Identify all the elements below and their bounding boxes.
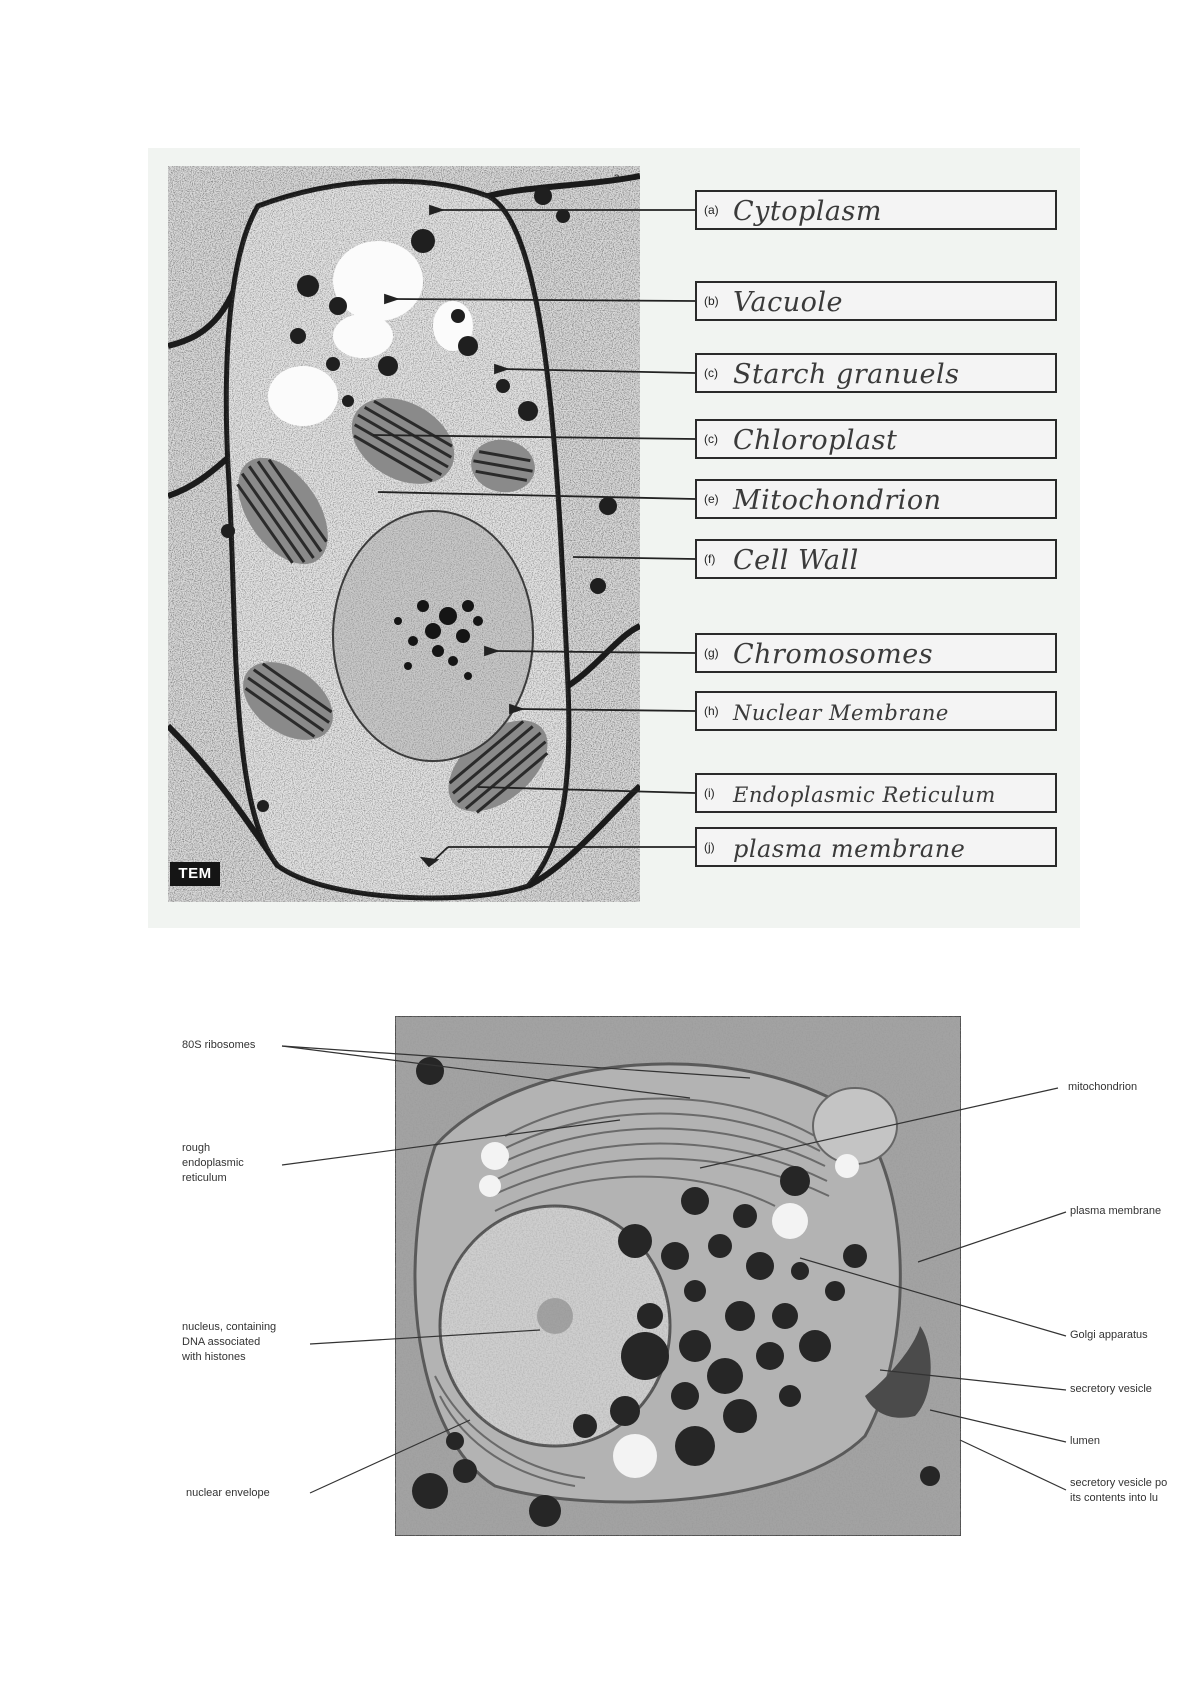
leader-line-f — [573, 557, 695, 559]
label-letter: (a) — [704, 203, 719, 217]
leader-line-c — [503, 369, 695, 373]
label-box-c[interactable] — [695, 353, 1057, 393]
leader-exocytosis — [960, 1440, 1066, 1490]
label-nucleus: nucleus, containing DNA associated with histones — [182, 1321, 277, 1363]
label-secretory-vesicle-exocytosis: secretory vesicle po its contents into lu — [1070, 1477, 1168, 1504]
label-box-d[interactable] — [695, 419, 1057, 459]
label-lumen: lumen — [1070, 1435, 1100, 1447]
label-box-j[interactable] — [695, 827, 1057, 867]
tem-badge: TEM — [170, 862, 220, 886]
label-answer: Cytoplasm — [733, 196, 882, 227]
leader-line-i — [478, 787, 695, 793]
leader-line-e — [378, 492, 695, 499]
label-80s-ribosomes: 80S ribosomes — [182, 1039, 256, 1051]
label-plasma-membrane: plasma membrane — [1070, 1205, 1162, 1217]
label-answer: Chloroplast — [733, 425, 898, 456]
leader-rough-er — [282, 1120, 620, 1165]
label-answer: plasma membrane — [733, 835, 966, 863]
label-box-f[interactable] — [695, 539, 1057, 579]
label-nuclear-envelope: nuclear envelope — [186, 1487, 270, 1499]
label-secretory-vesicle: secretory vesicle — [1070, 1383, 1152, 1395]
label-answer: Cell Wall — [733, 545, 859, 576]
label-letter: (b) — [704, 294, 719, 308]
leader-line-b — [393, 299, 695, 301]
plant-cell-diagram — [148, 148, 1080, 928]
label-box-a[interactable] — [695, 190, 1057, 230]
label-answer: Starch granuels — [733, 359, 960, 390]
leader-plasma-membrane — [918, 1212, 1066, 1262]
label-answer: Mitochondrion — [733, 485, 942, 516]
label-letter: (c) — [704, 432, 718, 446]
label-answer: Endoplasmic Reticulum — [733, 783, 996, 807]
leader-mitochondrion — [700, 1088, 1058, 1168]
label-letter: (j) — [704, 840, 715, 854]
label-rough-er: rough endoplasmic reticulum — [182, 1142, 244, 1184]
label-box-b[interactable] — [695, 281, 1057, 321]
leader-nucleus — [310, 1330, 540, 1344]
label-answer: Chromosomes — [733, 639, 934, 670]
label-mitochondrion: mitochondrion — [1068, 1081, 1138, 1093]
secretory-cell-diagram — [0, 1000, 1200, 1560]
label-box-g[interactable] — [695, 633, 1057, 673]
label-box-e[interactable] — [695, 479, 1057, 519]
label-golgi-apparatus: Golgi apparatus — [1070, 1329, 1148, 1341]
label-box-i[interactable] — [695, 773, 1057, 813]
label-answer: Vacuole — [733, 287, 843, 318]
label-letter: (e) — [704, 492, 719, 506]
label-box-h[interactable] — [695, 691, 1057, 731]
em-leader-lines — [0, 1000, 1200, 1560]
leader-ribosomes-2 — [282, 1046, 690, 1098]
label-letter: (h) — [704, 704, 719, 718]
leader-nuclear-envelope — [310, 1420, 470, 1493]
label-letter: (f) — [704, 552, 716, 566]
corner-mark: a — [614, 172, 620, 183]
leader-line-g — [493, 651, 695, 653]
leader-golgi — [800, 1258, 1066, 1336]
leader-line-d — [373, 435, 695, 439]
label-answer: Nuclear Membrane — [733, 701, 949, 725]
label-letter: (i) — [704, 786, 715, 800]
label-letter: (c) — [704, 366, 718, 380]
leader-line-h — [518, 709, 695, 711]
leader-ribosomes-1 — [282, 1046, 750, 1078]
leader-lumen — [930, 1410, 1066, 1442]
label-letter: (g) — [704, 646, 719, 660]
leader-secretory-vesicle — [880, 1370, 1066, 1390]
